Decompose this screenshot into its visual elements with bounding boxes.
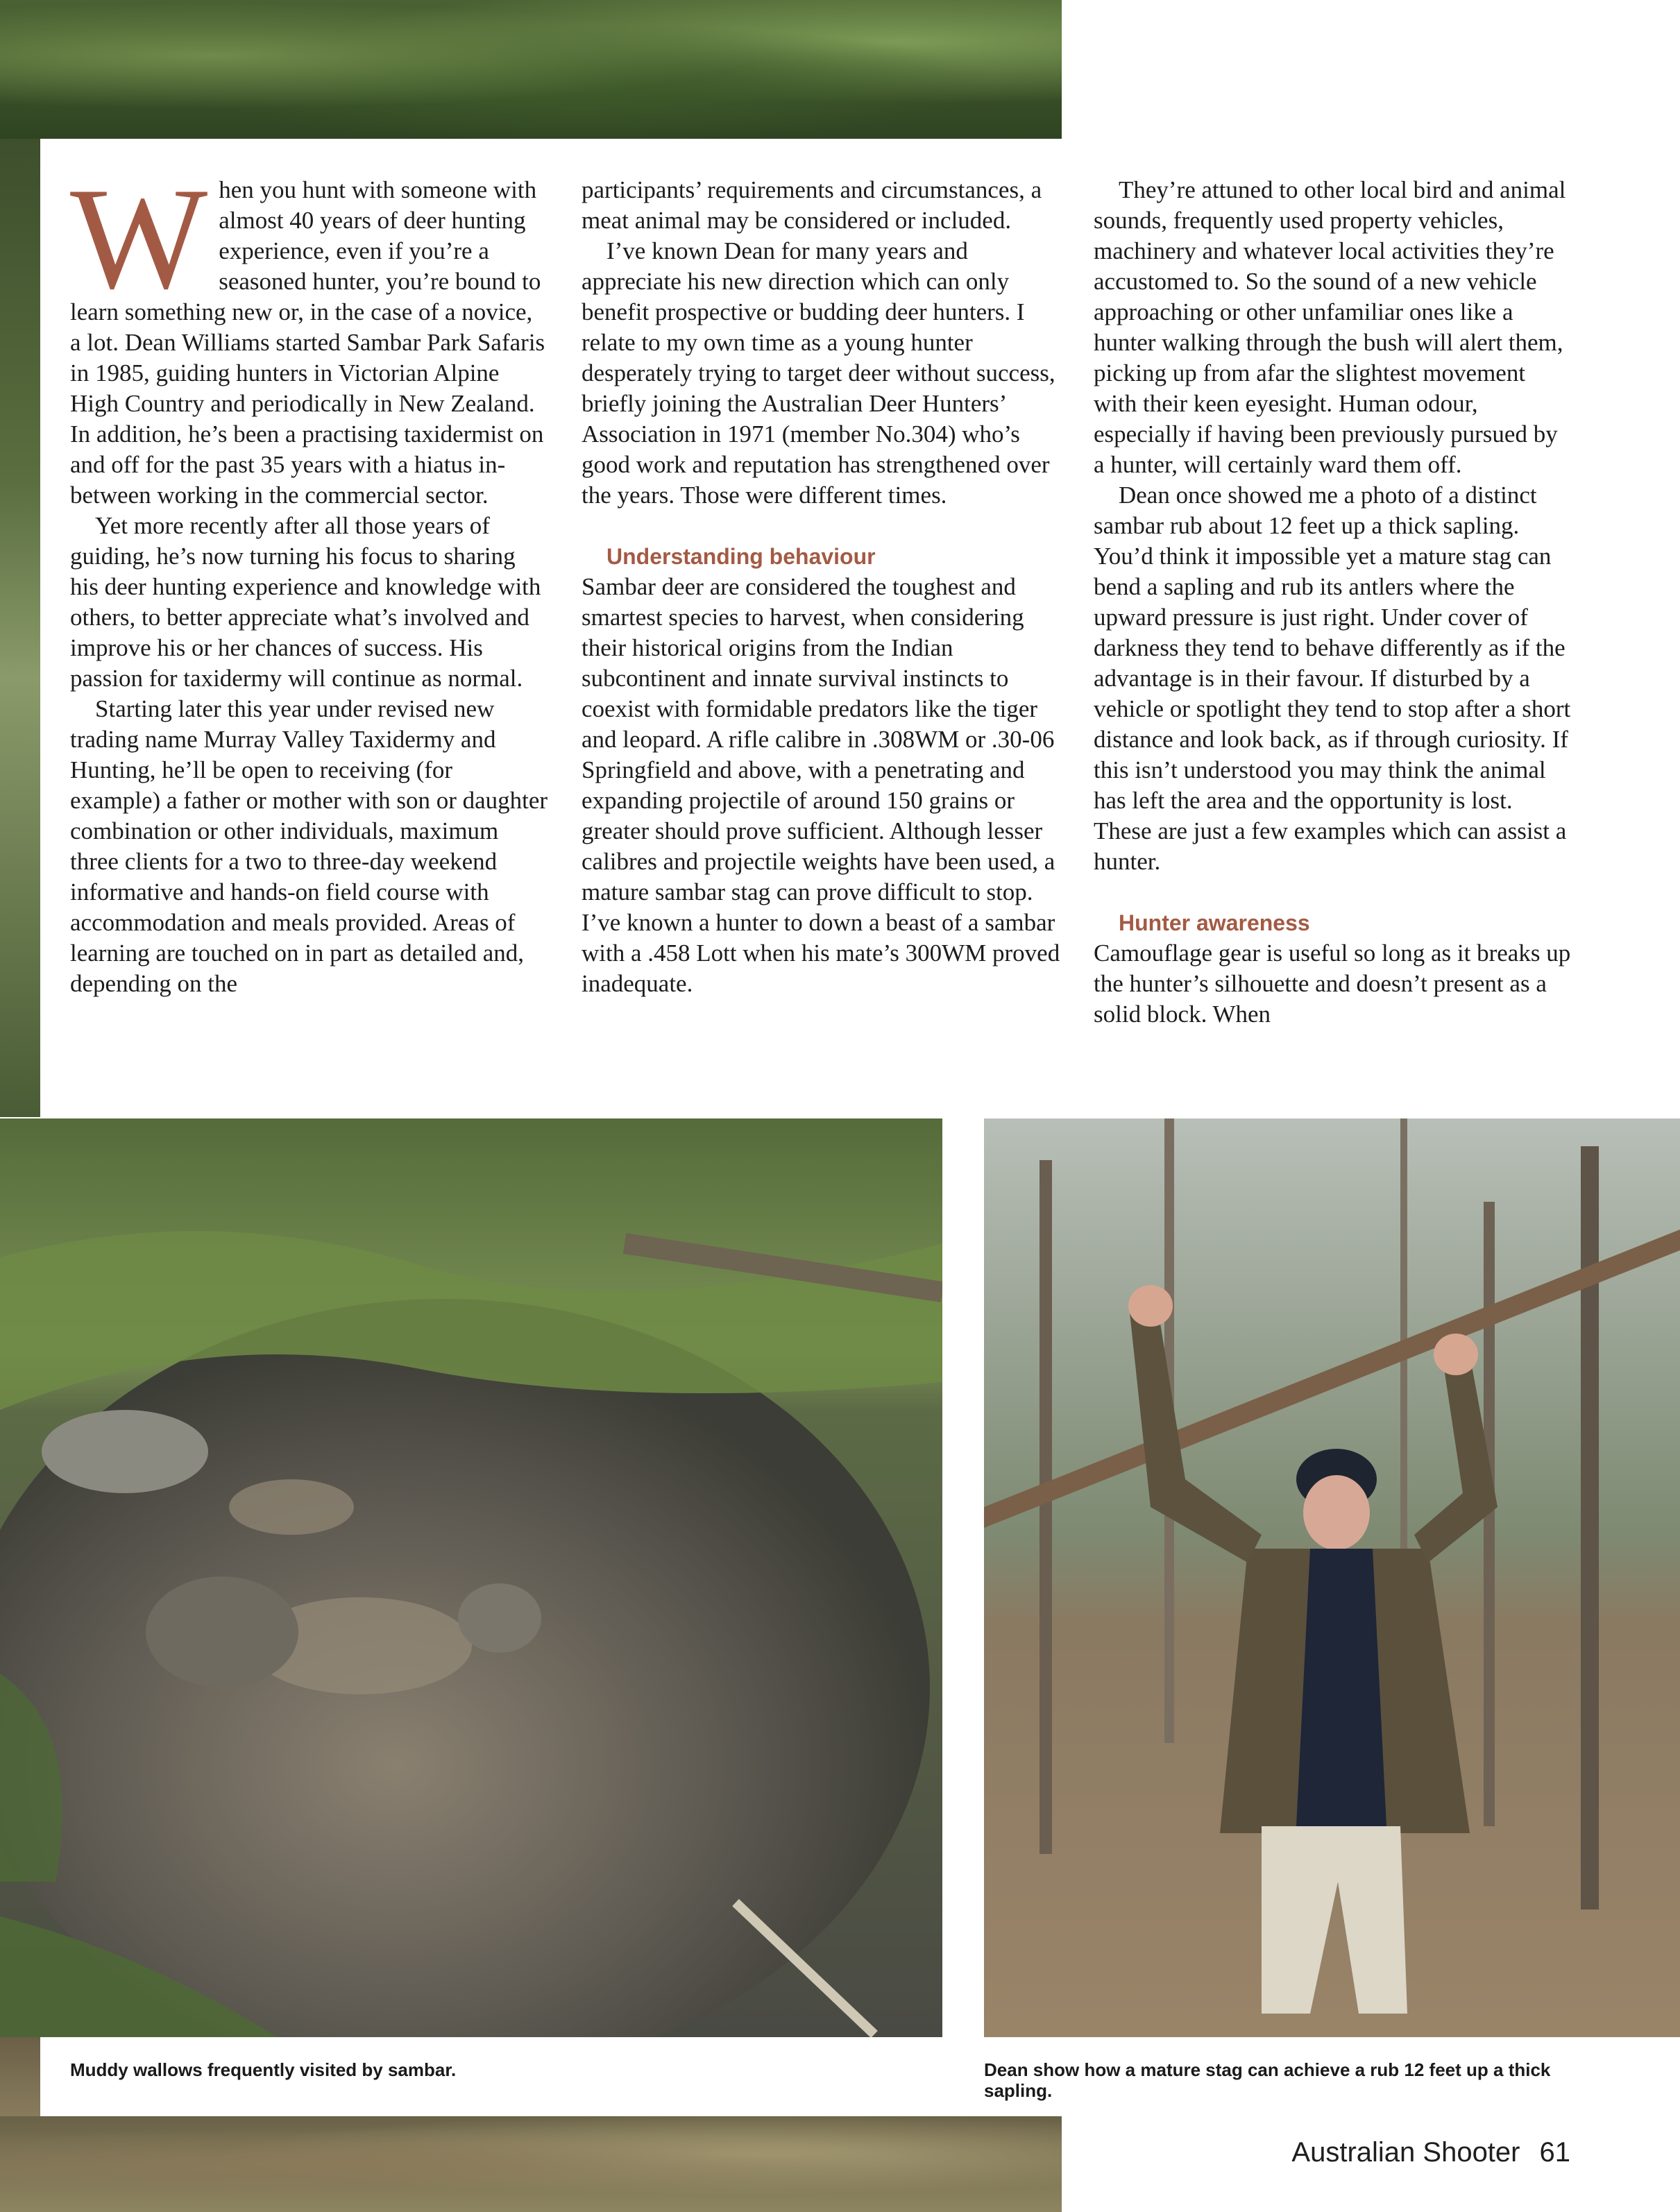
article-column-1	[70, 158, 549, 999]
paragraph: Camouflage gear is useful so long as it breaks up the hunter’s silhouette and doesn’t present as a solid block. When	[1094, 939, 1571, 1028]
background-forest-photo-left	[0, 139, 40, 1117]
paragraph: Dean once showed me a photo of a distinct sambar rub about 12 feet up a thick sapling. You’d think it impossible yet a mature stag can bend a sapling and rub its antlers where the upward pressure is just right. Under cover of darkness they tend to behave differently as if the advantage is in their favour. If disturbed by a vehicle or spotlight they tend to stop after a short distance and look back, as if through curiosity. If this isn’t understood you may think the animal has left the area and the opportunity is lost. These are just a few examples which can assist a hunter.	[1094, 482, 1571, 875]
paragraph: hen you hunt with someone with almost 40 years of deer hunting experience, even if you’re a seasoned hunter, you’re bound to learn something new or, in the case of a novice, a lot. Dean Williams started Sambar Park Safaris in 1985, guiding hunters in Victorian Alpine High Country and periodically in New Zealand. In addition, he’s been a practising taxidermist on and off for the past 35 years with a hiatus in-between working in the commercial sector.	[70, 176, 545, 509]
paragraph: I’ve known Dean for many years and appreciate his new direction which can only benefit prospective or budding deer hunters. I relate to my own time as a young hunter desperately trying to target deer without success, briefly joining the Australian Deer Hunters’ Association in 1971 (member No.304) who’s good work and reputation has strengthened over the years. Those were different times.	[582, 237, 1055, 509]
background-forest-photo-bottom	[0, 2116, 1062, 2212]
drop-cap: W	[70, 158, 208, 319]
background-forest-photo-left-bottom	[0, 2037, 40, 2120]
paragraph: Sambar deer are considered the toughest and smartest species to harvest, when considering their historical origins from the Indian subcontinent and innate survival instincts to coexist with formidable predators like the tiger and leopard. A rifle calibre in .308WM or .30-06 Springfield and above, with a penetrating and expanding projectile of around 150 grains or greater should prove sufficient. Although lesser calibres and projectile weights have been used, a mature sambar stag can prove difficult to stop. I’ve known a hunter to down a beast of a sambar with a .458 Lott when his mate’s 300WM proved inadequate.	[582, 573, 1060, 997]
publication-name: Australian Shooter	[1291, 2137, 1520, 2168]
background-forest-photo-top	[0, 0, 1062, 139]
photo-dean-sapling	[984, 1118, 1680, 2037]
paragraph: participants’ requirements and circumstances, a meat animal may be considered or included.	[582, 176, 1042, 234]
photo-muddy-wallow	[0, 1118, 942, 2037]
paragraph: Starting later this year under revised new trading name Murray Valley Taxidermy and Hunting, he’ll be open to receiving (for example) a father or mother with son or daughter combination or other individuals, maximum three clients for a two to three-day weekend informative and hands-on field course with accommodation and meals provided. Areas of learning are touched on in part as detailed and, depending on the	[70, 695, 548, 997]
article-column-3	[1094, 175, 1572, 1030]
subheading-understanding-behaviour: Understanding behaviour	[606, 544, 876, 569]
subheading-hunter-awareness: Hunter awareness	[1119, 910, 1310, 935]
page-footer	[1291, 2137, 1570, 2168]
page-number: 61	[1539, 2137, 1570, 2168]
article-column-2	[582, 175, 1060, 999]
paragraph: Yet more recently after all those years of guiding, he’s now turning his focus to sharing his deer hunting experience and knowledge with others, to better appreciate what’s involved and improve his or her chances of success. His passion for taxidermy will continue as normal.	[70, 512, 541, 692]
photo-caption-dean: Dean show how a mature stag can achieve a rub 12 feet up a thick sapling.	[984, 2059, 1551, 2101]
paragraph: They’re attuned to other local bird and animal sounds, frequently used property vehicles, machinery and whatever local activities they’re accustomed to. So the sound of a new vehicle approaching or other unfamiliar ones like a hunter walking through the bush will alert them, picking up from afar the slightest movement with their keen eyesight. Human odour, especially if having been previously pursued by a hunter, will certainly ward them off.	[1094, 176, 1566, 478]
photo-caption-wallow: Muddy wallows frequently visited by sambar.	[70, 2059, 457, 2080]
